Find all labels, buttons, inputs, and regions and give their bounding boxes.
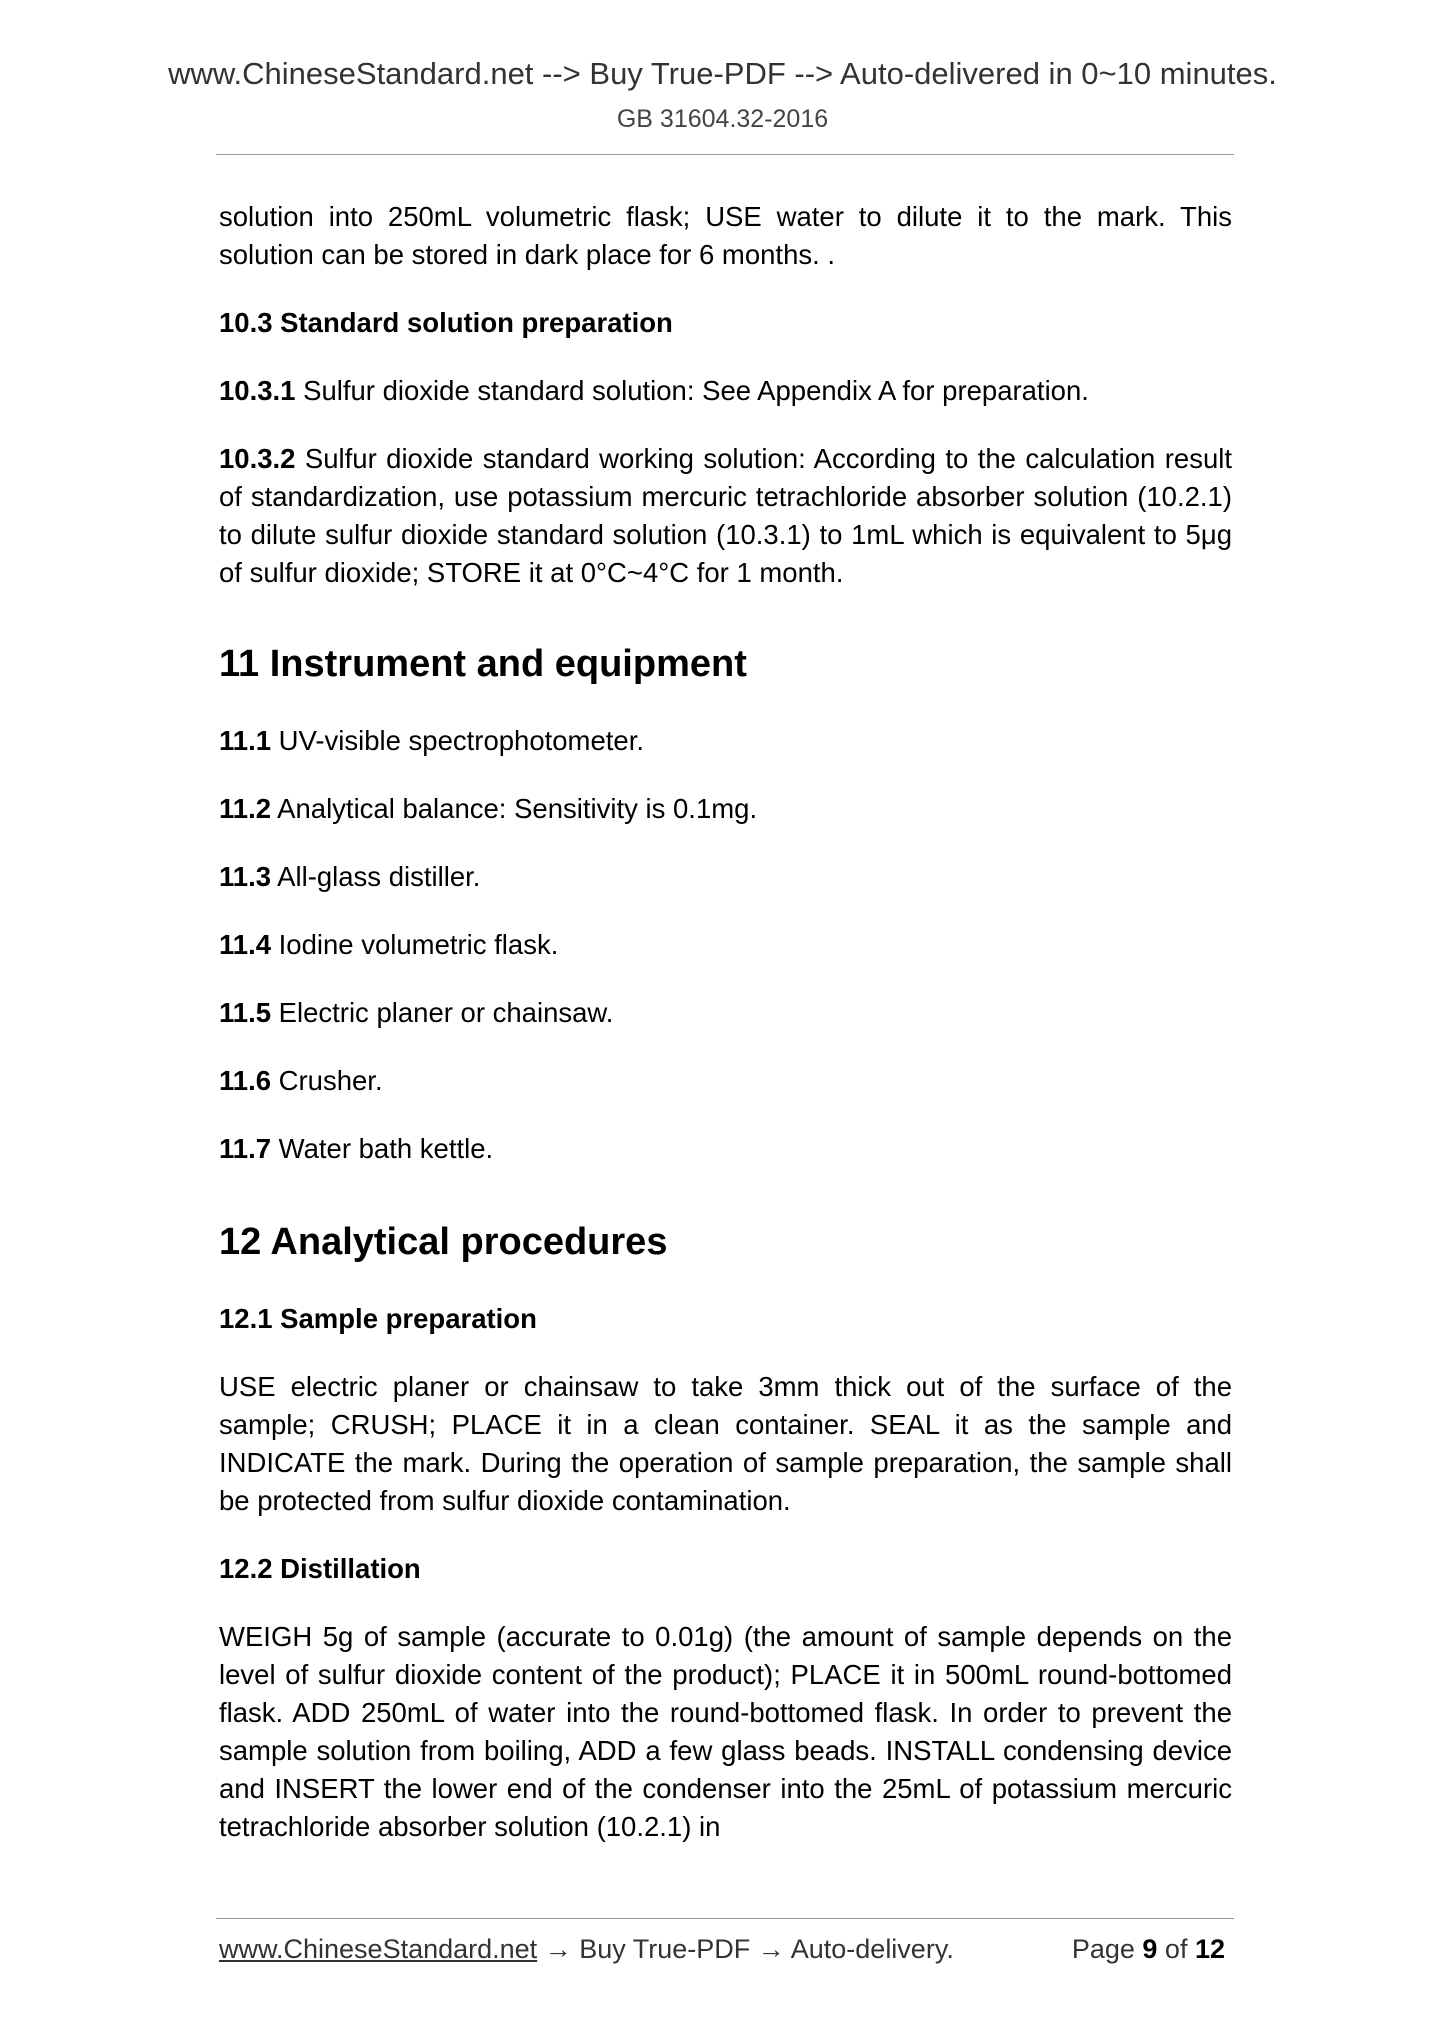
heading-12-2: 12.2 Distillation — [219, 1553, 421, 1584]
page-of-label: of — [1157, 1934, 1195, 1964]
item-11-1 — [219, 722, 1232, 760]
page-number: 9 — [1142, 1934, 1158, 1964]
clause-number: 10.3.2 — [219, 443, 296, 474]
paragraph-continuation: solution into 250mL volumetric flask; USE water to dilute it to the mark. This solution can be stored in dark place for 6 months. . — [219, 201, 1232, 270]
footer-tagline: → Buy True-PDF → Auto-delivery. — [537, 1934, 954, 1964]
standard-number: GB 31604.32-2016 — [616, 105, 829, 133]
heading-12: 12 Analytical procedures — [219, 1221, 668, 1263]
item-text: Water bath kettle. — [271, 1133, 494, 1164]
footer — [219, 1934, 1232, 1965]
item-number: 11.6 — [219, 1065, 272, 1096]
page-label: Page — [1071, 1934, 1143, 1964]
item-text: Iodine volumetric flask. — [271, 929, 559, 960]
item-text: Crusher. — [271, 1065, 383, 1096]
clause-number: 10.3.1 — [219, 375, 296, 406]
footer-link[interactable]: www.ChineseStandard.net — [219, 1934, 538, 1964]
heading-11: 11 Instrument and equipment — [219, 643, 747, 685]
item-number: 11.7 — [219, 1133, 272, 1164]
page-total: 12 — [1194, 1934, 1225, 1964]
item-text: All-glass distiller. — [271, 861, 481, 892]
item-11-7 — [219, 1130, 1232, 1168]
item-text: UV-visible spectrophotometer. — [271, 725, 644, 756]
item-11-3 — [219, 858, 1232, 896]
clause-10-3-1 — [219, 372, 1232, 410]
header-banner: www.ChineseStandard.net --> Buy True-PDF --> Auto-delivered in 0~10 minutes. — [168, 56, 1277, 91]
item-number: 11.1 — [219, 725, 272, 756]
clause-10-3-2 — [219, 440, 1232, 592]
item-number: 11.5 — [219, 997, 272, 1028]
footer-divider — [216, 1918, 1234, 1919]
item-number: 11.3 — [219, 861, 272, 892]
item-11-6 — [219, 1062, 1232, 1100]
item-text: Electric planer or chainsaw. — [271, 997, 614, 1028]
heading-10-3: 10.3 Standard solution preparation — [219, 307, 673, 338]
header-divider — [216, 154, 1234, 155]
clause-text: Sulfur dioxide standard solution: See Appendix A for preparation. — [295, 375, 1089, 406]
item-number: 11.4 — [219, 929, 272, 960]
page-indicator — [1072, 1934, 1225, 1965]
clause-text: Sulfur dioxide standard working solution: According to the calculation result of standardization, use potassium mercuric tetrachloride absorber solution (10.2.1) to dilute sulfur dioxide standard solution (10.3.1) to 1mL which is equivalent to 5μg of sulfur dioxide; STORE it at 0°C~4°C for 1 month. — [219, 443, 1232, 588]
document-body — [219, 198, 1232, 1846]
item-text: Analytical balance: Sensitivity is 0.1mg. — [271, 793, 758, 824]
paragraph-12-1: USE electric planer or chainsaw to take 3mm thick out of the surface of the sample; CRUSH; PLACE it in a clean container. SEAL it as the sample and INDICATE the mark. During the operation of sample preparation, the sample shall be protected from sulfur dioxide contamination. — [219, 1371, 1232, 1516]
item-11-4 — [219, 926, 1232, 964]
heading-12-1: 12.1 Sample preparation — [219, 1303, 537, 1334]
item-number: 11.2 — [219, 793, 272, 824]
item-11-5 — [219, 994, 1232, 1032]
item-11-2 — [219, 790, 1232, 828]
paragraph-12-2: WEIGH 5g of sample (accurate to 0.01g) (the amount of sample depends on the level of sulfur dioxide content of the product); PLACE it in 500mL round-bottomed flask. ADD 250mL of water into the round-bottomed flask. In order to prevent the sample solution from boiling, ADD a few glass beads. INSTALL condensing device and INSERT the lower end of the condenser into the 25mL of potassium mercuric tetrachloride absorber solution (10.2.1) in — [219, 1621, 1232, 1842]
